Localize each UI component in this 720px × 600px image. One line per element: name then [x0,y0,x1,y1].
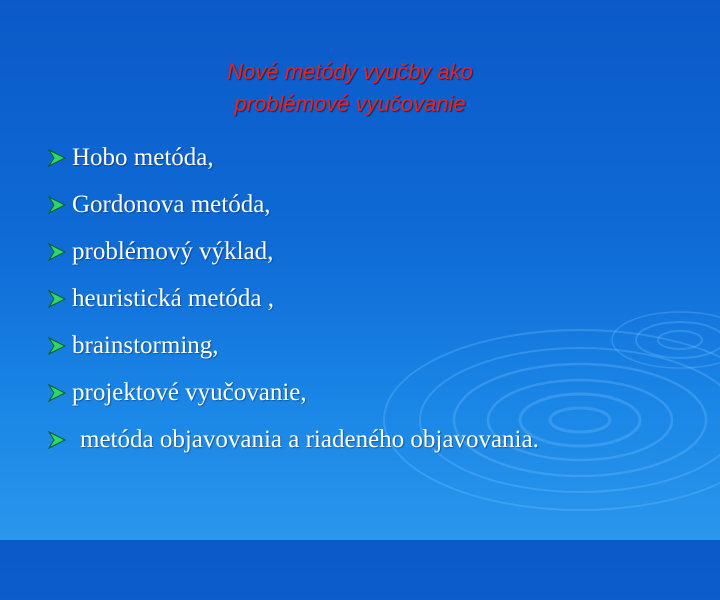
slide-title-line-2: problémové vyučovanie [234,91,466,116]
arrowhead-bullet-icon [46,336,68,356]
list-item [46,275,539,322]
slide-title [120,56,580,120]
list-item-text: heuristická metóda , [72,284,275,312]
bullet-list [46,134,539,463]
list-item-text: brainstorming, [72,331,219,359]
list-item-text: Hobo metóda, [72,143,214,171]
arrowhead-bullet-icon [46,430,68,450]
list-item [46,134,539,181]
list-item [46,228,539,275]
list-item-text: projektové vyučovanie, [72,378,307,406]
arrowhead-bullet-icon [46,195,68,215]
list-item-text: Gordonova metóda, [72,190,271,218]
arrowhead-bullet-icon [46,383,68,403]
slide-title-line-1: Nové metódy vyučby ako [227,59,473,84]
arrowhead-bullet-icon [46,148,68,168]
list-item-text: problémový výklad, [72,237,274,265]
list-item [46,369,539,416]
list-item-text: metóda objavovania a riadeného objavovania. [80,425,539,453]
arrowhead-bullet-icon [46,289,68,309]
arrowhead-bullet-icon [46,242,68,262]
list-item [46,322,539,369]
list-item [46,181,539,228]
list-item [46,416,539,463]
